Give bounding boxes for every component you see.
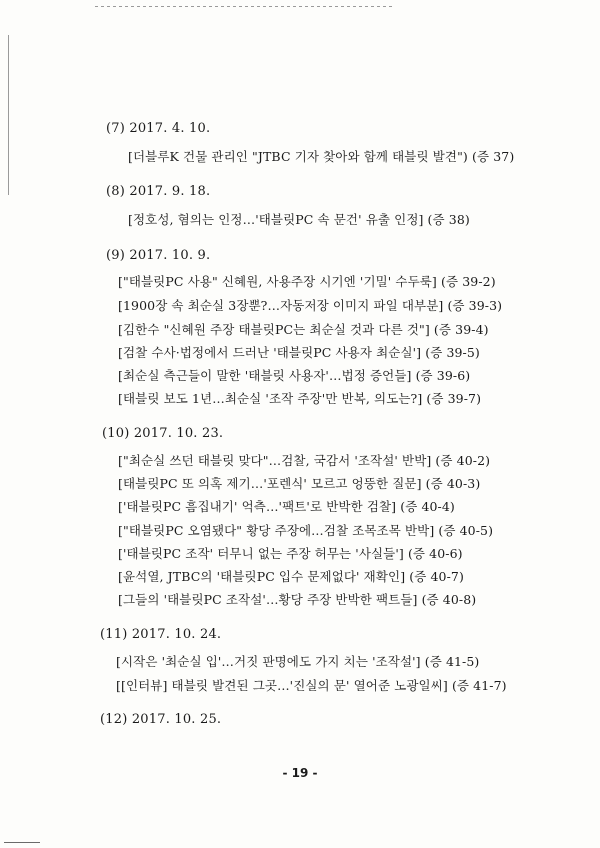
evidence-item-40-2: ["최순실 쓰던 태블릿 맞다"…검찰, 국감서 '조작설' 반박] (증 40-2) <box>118 453 491 468</box>
section-heading-9: (9) 2017. 10. 9. <box>106 248 211 263</box>
evidence-item-39-3: [1900장 속 최순실 3장뿐?…자동저장 이미지 파일 대부분] (증 39-3) <box>118 298 503 313</box>
scan-artifact-top <box>95 6 395 7</box>
evidence-item-41-5: [시작은 '최순실 입'…거짓 판명에도 가지 치는 '조작설'] (증 41-5) <box>116 654 480 669</box>
evidence-item-40-5: ["태블릿PC 오염됐다" 황당 주장에…검찰 조목조목 반박] (증 40-5) <box>118 523 494 538</box>
evidence-item-39-7: [태블릿 보도 1년…최순실 '조작 주장'만 반복, 의도는?] (증 39-7) <box>118 391 482 406</box>
evidence-item-41-7: [[인터뷰] 태블릿 발견된 그곳…'진실의 문' 열어준 노광일씨] (증 41-7) <box>116 678 507 693</box>
section-heading-10: (10) 2017. 10. 23. <box>102 426 224 441</box>
section-heading-12: (12) 2017. 10. 25. <box>100 712 222 727</box>
evidence-item-39-5: [검찰 수사·법정에서 드러난 '태블릿PC 사용자 최순실'] (증 39-5) <box>118 345 480 360</box>
evidence-item-38: [정호성, 혐의는 인정…'태블릿PC 속 문건' 유출 인정] (증 38) <box>128 212 470 227</box>
evidence-item-37: [더블루K 건물 관리인 "JTBC 기자 찾아와 함께 태블릿 발견") (증 37) <box>128 149 515 164</box>
scan-artifact-bottom <box>4 842 40 843</box>
section-heading-7: (7) 2017. 4. 10. <box>106 121 211 136</box>
evidence-item-39-6: [최순실 측근들이 말한 '태블릿 사용자'…법정 증언들] (증 39-6) <box>118 368 471 383</box>
evidence-item-39-4: [김한수 "신혜원 주장 태블릿PC는 최순실 것과 다른 것"] (증 39-4) <box>118 322 489 337</box>
scan-artifact-left <box>8 35 9 195</box>
evidence-item-40-4: ['태블릿PC 흠집내기' 억측…'팩트'로 반박한 검찰] (증 40-4) <box>118 499 455 514</box>
evidence-item-40-6: ['태블릿PC 조작' 터무니 없는 주장 허무는 '사실들'] (증 40-6) <box>118 546 463 561</box>
evidence-item-40-7: [윤석열, JTBC의 '태블릿PC 입수 문제없다' 재확인] (증 40-7) <box>118 569 464 584</box>
page-number: - 19 - <box>282 766 318 780</box>
section-heading-11: (11) 2017. 10. 24. <box>100 627 222 642</box>
evidence-item-39-2: ["태블릿PC 사용" 신혜원, 사용주장 시기엔 '기밀' 수두룩] (증 39-2) <box>118 274 496 289</box>
evidence-item-40-3: [태블릿PC 또 의혹 제기…'포렌식' 모르고 엉뚱한 질문] (증 40-3) <box>118 476 481 491</box>
section-heading-8: (8) 2017. 9. 18. <box>106 184 211 199</box>
evidence-item-40-8: [그들의 '태블릿PC 조작설'…황당 주장 반박한 팩트들] (증 40-8) <box>118 592 477 607</box>
